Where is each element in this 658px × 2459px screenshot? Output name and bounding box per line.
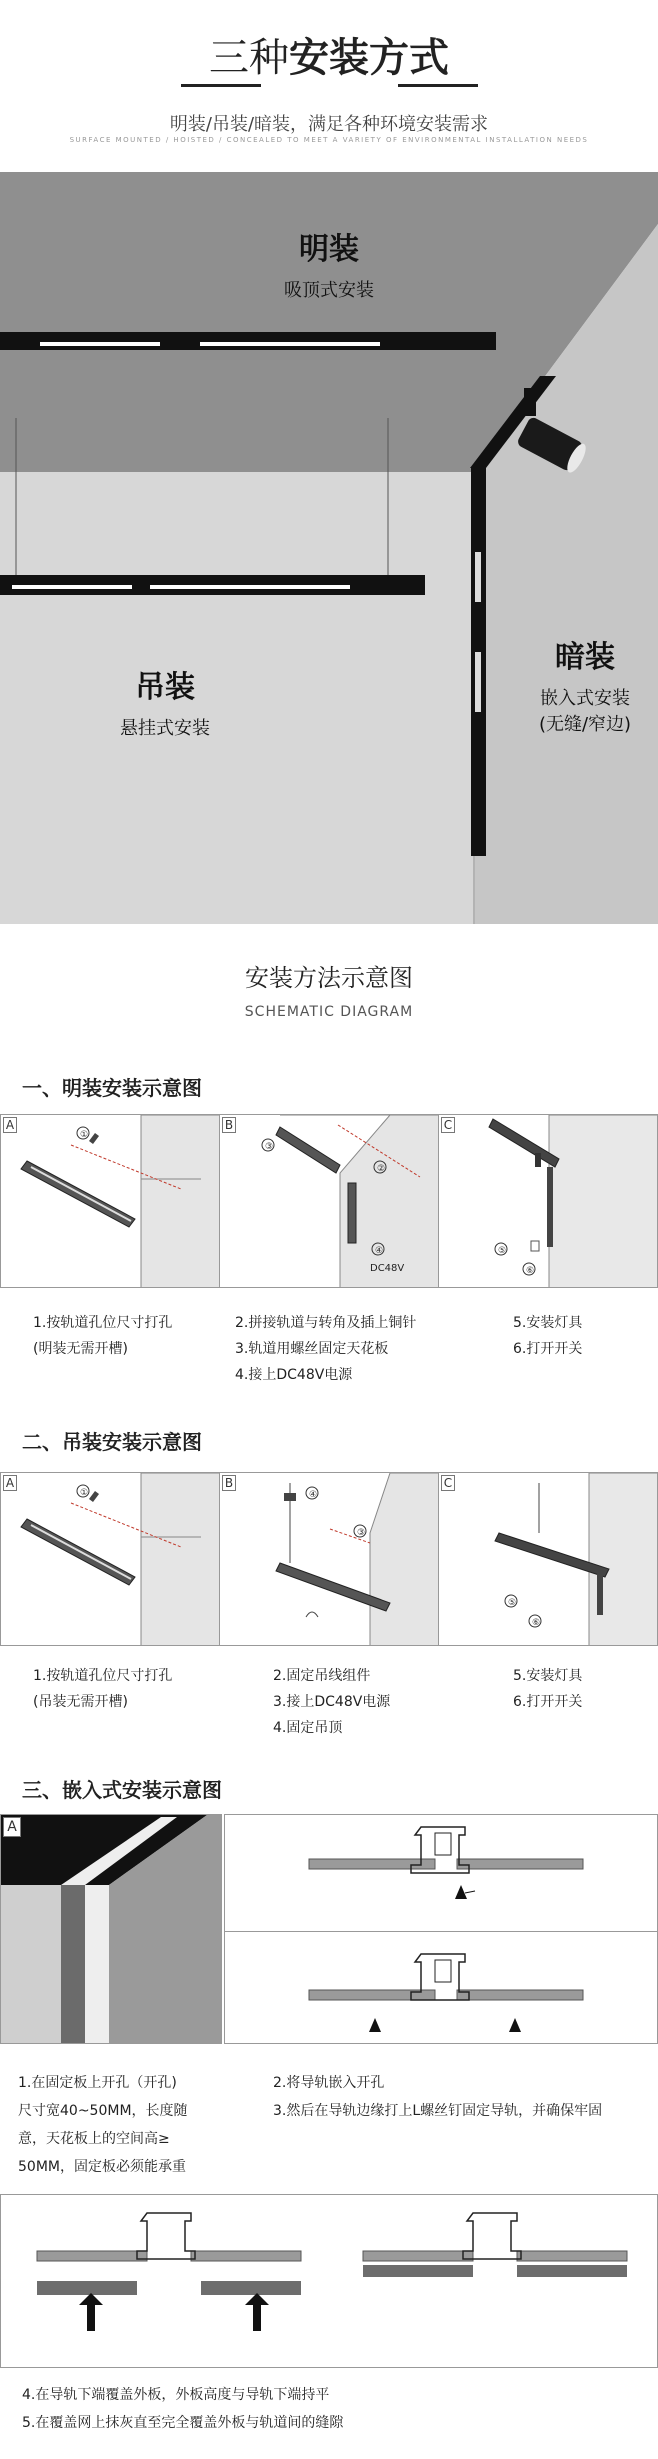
page-subtitle-en: SURFACE MOUNTED / HOISTED / CONCEALED TO MEET A VARIETY OF ENVIRONMENTAL INSTALLATION NEEDS: [69, 136, 589, 144]
hero-label-recessed: 暗装 嵌入式安装 (无缝/窄边): [538, 640, 632, 735]
dc48v-label: DC48V: [370, 1263, 405, 1274]
section3-panel-fix: [224, 1931, 658, 2044]
circled-5: ⑤: [498, 1246, 507, 1256]
hero-installation-scene: [0, 172, 658, 924]
pendant-lamp-illustration: [439, 1473, 658, 1646]
diagram-title: 安装方法示意图: [245, 964, 413, 992]
s1-step-b2: 3.轨道用螺丝固定天花板: [235, 1341, 389, 1357]
title-underline-left: [181, 84, 261, 87]
track-embed-illustration: [225, 1815, 658, 1932]
section2-panel-a: [0, 1472, 220, 1646]
circled-5: ⑤: [508, 1598, 517, 1608]
circled-3: ③: [265, 1142, 274, 1152]
panel-label-a: A: [3, 1475, 17, 1491]
s3-step-c2: 5.在覆盖网上抹灰直至完全覆盖外板与轨道间的缝隙: [22, 2415, 344, 2431]
section2-panel-b: [219, 1472, 439, 1646]
panel-label-c: C: [441, 1117, 455, 1133]
section-surface-title: 一、明装安装示意图: [22, 1076, 202, 1100]
hero-label-pendant: 吊装 悬挂式安装: [120, 670, 210, 739]
s1-step-b1: 2.拼接轨道与转角及插上铜针: [235, 1315, 417, 1331]
circled-4: ④: [375, 1246, 384, 1256]
s1-step-a1: 1.按轨道孔位尺寸打孔: [33, 1315, 173, 1331]
circled-6: ⑥: [526, 1266, 535, 1276]
s3-step-a2: 尺寸宽40~50MM，长度随: [18, 2103, 188, 2119]
s2-step-c1: 5.安装灯具: [513, 1668, 583, 1684]
section2-panel-c: [438, 1472, 658, 1646]
diagram-subtitle: SCHEMATIC DIAGRAM: [244, 1004, 414, 1020]
pendant-wire-illustration: [220, 1473, 439, 1646]
s3-step-b2: 3.然后在导轨边缘打上L螺丝钉固定导轨，并确保牢固: [273, 2103, 603, 2119]
s3-step-a4: 50MM，固定板必须能承重: [18, 2159, 186, 2175]
panel-label-a: A: [3, 1117, 17, 1133]
s1-step-a2: (明装无需开槽): [33, 1341, 128, 1357]
s1-step-c1: 5.安装灯具: [513, 1315, 583, 1331]
page-subtitle: 明装/吊装/暗装，满足各种环境安装需求: [169, 114, 489, 135]
panel-label-b: B: [222, 1475, 236, 1491]
s2-step-a2: (吊装无需开槽): [33, 1694, 128, 1710]
surface-drill-illustration: [1, 1115, 220, 1288]
section1-panel-c: [438, 1114, 658, 1288]
section-recessed-title: 三、嵌入式安装示意图: [22, 1778, 222, 1802]
section3-panel-embed: [224, 1814, 658, 1932]
circled-4: ④: [309, 1490, 318, 1500]
cover-plaster-illustration: [1, 2195, 658, 2368]
s3-step-a3: 意，天花板上的空间高≥: [18, 2131, 170, 2147]
panel-label-a: A: [3, 1817, 21, 1837]
circled-2: ②: [377, 1164, 386, 1174]
hero-label-surface: 明装 吸顶式安装: [284, 232, 374, 301]
s2-step-b1: 2.固定吊线组件: [273, 1668, 371, 1684]
panel-label-c: C: [441, 1475, 455, 1491]
circled-1: ①: [80, 1488, 89, 1498]
page-title: 三种安装方式: [209, 35, 449, 81]
circled-1: ①: [80, 1130, 89, 1140]
s2-step-b2: 3.接上DC48V电源: [273, 1694, 391, 1710]
panel-label-b: B: [222, 1117, 236, 1133]
section1-panel-a: [0, 1114, 220, 1288]
s3-step-a1: 1.在固定板上开孔（开孔): [18, 2075, 177, 2091]
section3-panel-a: [0, 1814, 222, 2044]
circled-6: ⑥: [532, 1618, 541, 1628]
s1-step-b3: 4.接上DC48V电源: [235, 1367, 353, 1383]
section-pendant-title: 二、吊装安装示意图: [22, 1430, 202, 1454]
surface-join-illustration: [220, 1115, 439, 1288]
s2-step-c2: 6.打开开关: [513, 1694, 583, 1710]
title-underline-right: [398, 84, 478, 87]
s2-step-a1: 1.按轨道孔位尺寸打孔: [33, 1668, 173, 1684]
s2-step-b3: 4.固定吊顶: [273, 1720, 343, 1736]
recessed-cutout-illustration: [1, 1815, 222, 2044]
page-header: [0, 0, 658, 170]
section3-panel-cover: [0, 2194, 658, 2368]
track-screw-illustration: [225, 1932, 658, 2044]
circled-3: ③: [357, 1528, 366, 1538]
section1-panel-b: [219, 1114, 439, 1288]
s3-step-b1: 2.将导轨嵌入开孔: [273, 2075, 385, 2091]
s3-step-c1: 4.在导轨下端覆盖外板，外板高度与导轨下端持平: [22, 2387, 330, 2403]
s1-step-c2: 6.打开开关: [513, 1341, 583, 1357]
pendant-drill-illustration: [1, 1473, 220, 1646]
surface-lamp-illustration: [439, 1115, 658, 1288]
